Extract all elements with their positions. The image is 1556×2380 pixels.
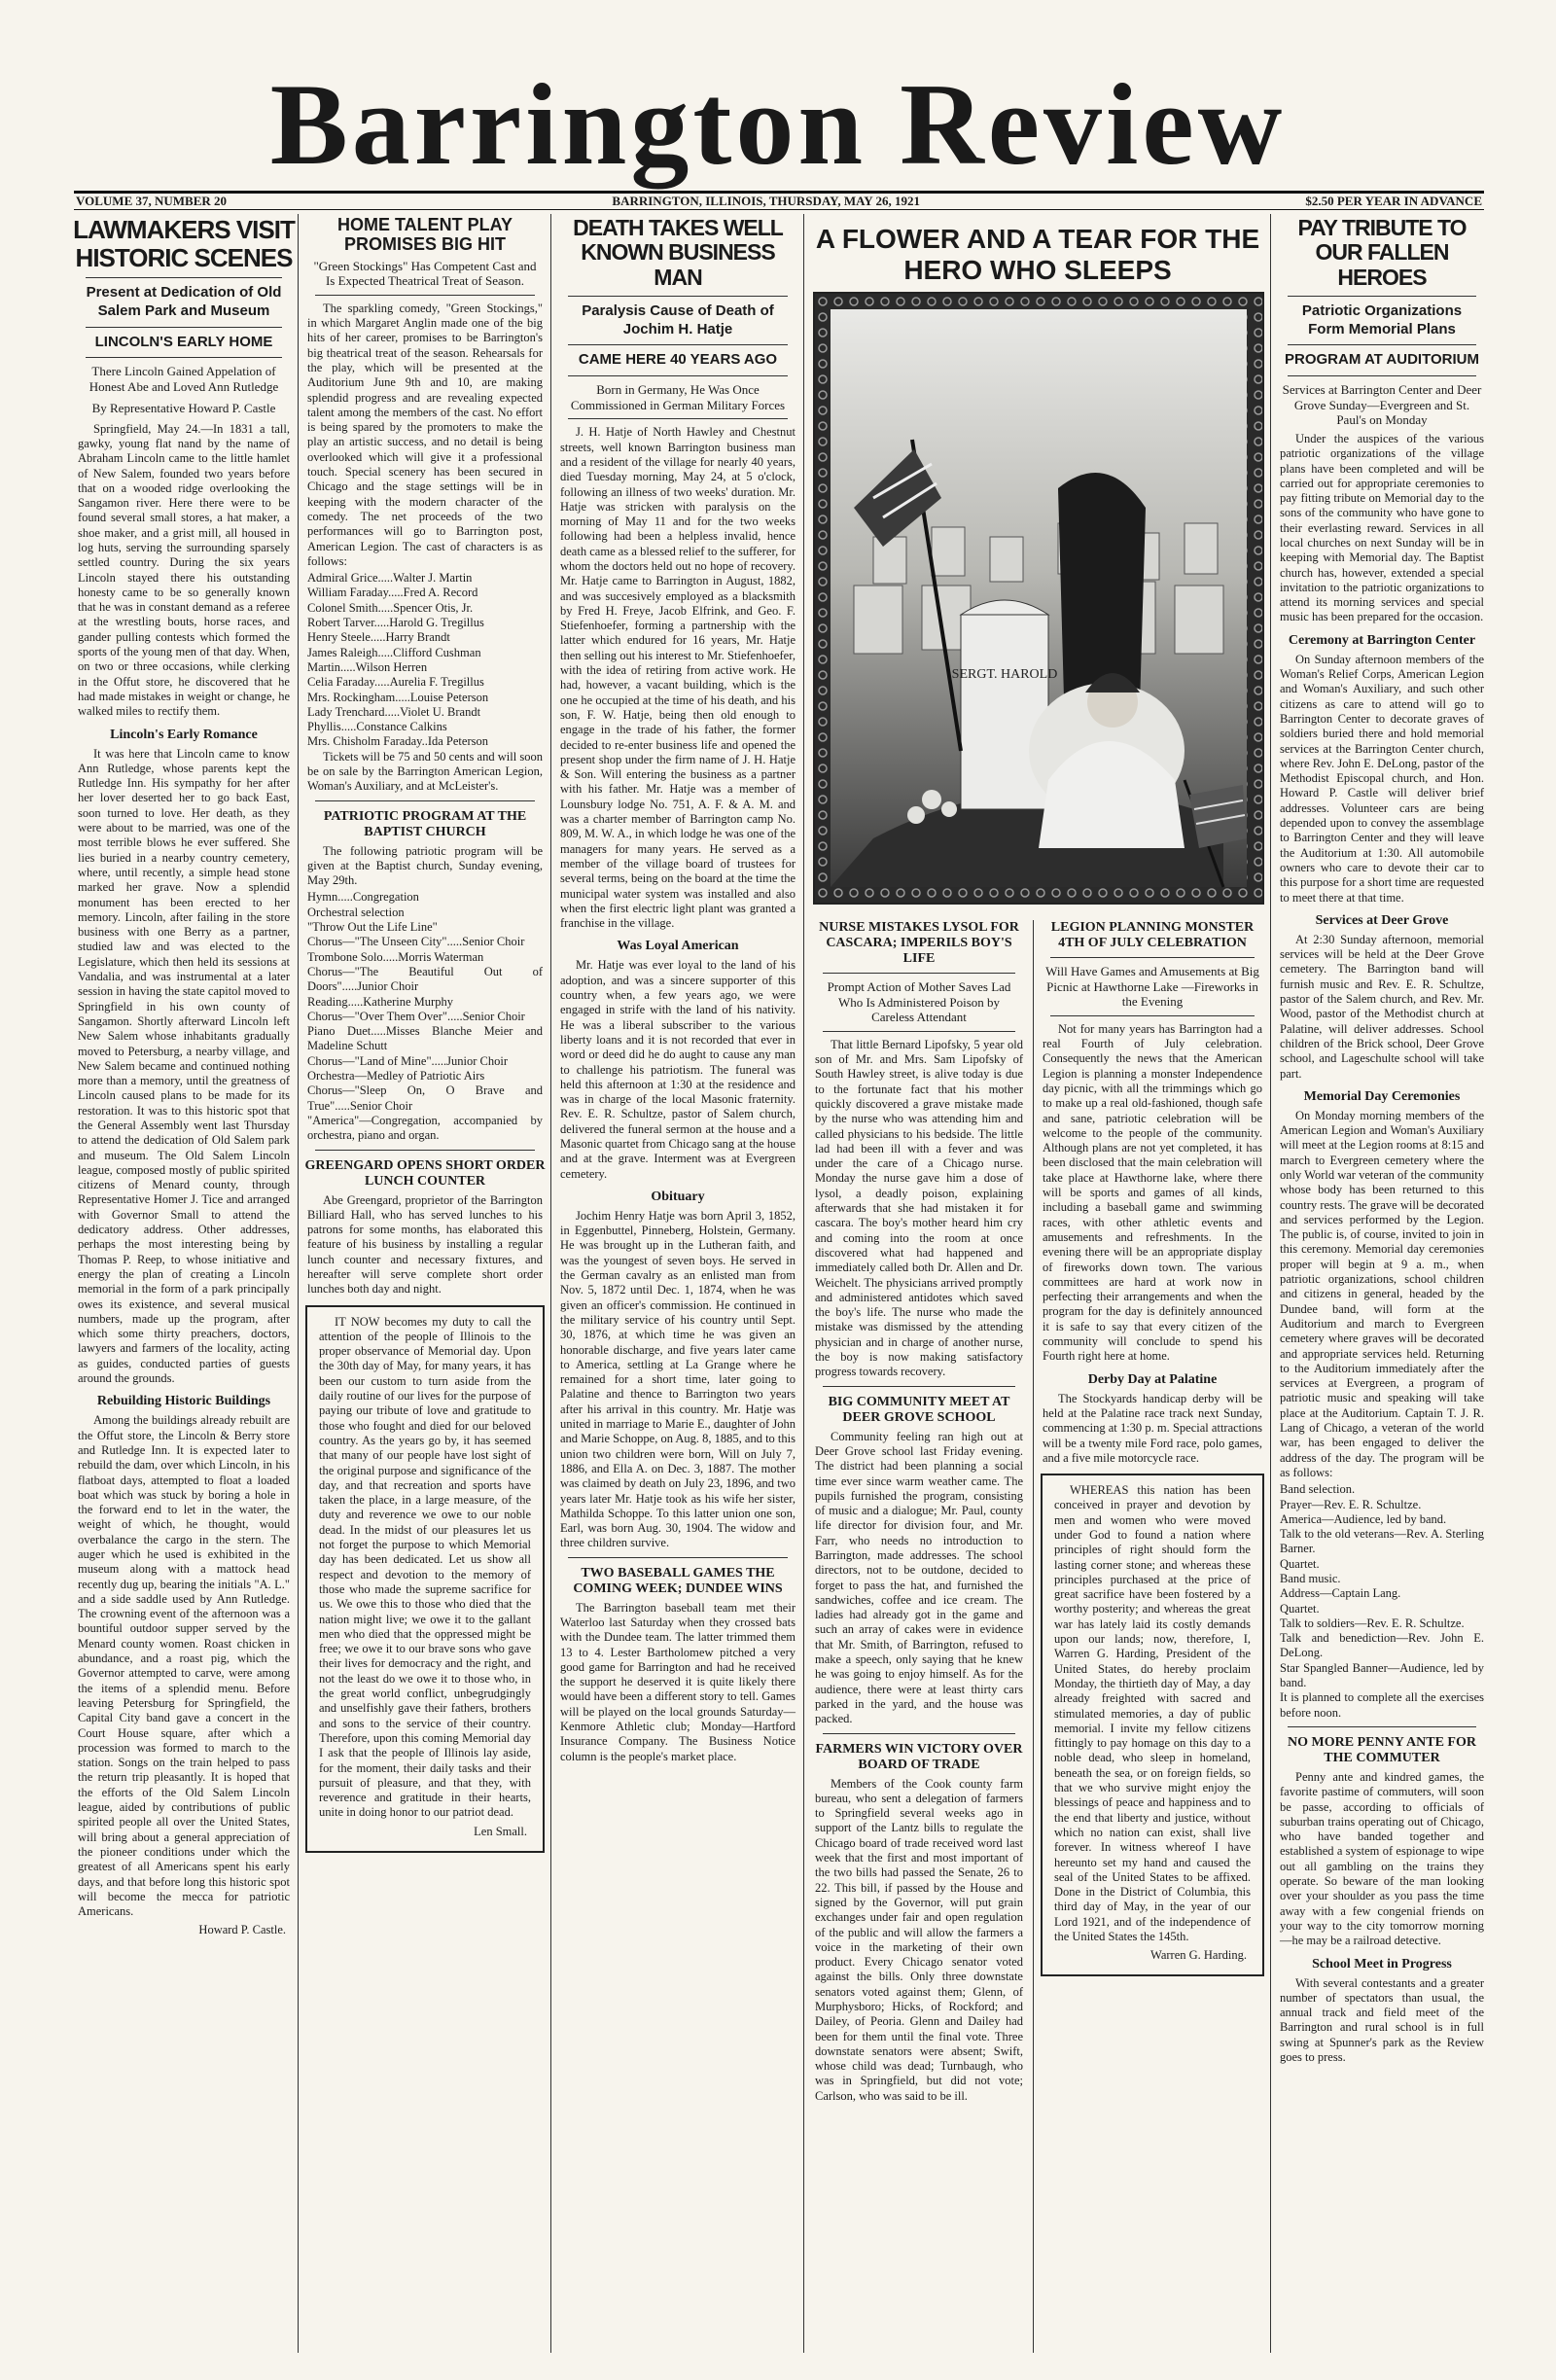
deck: Prompt Action of Mother Saves Lad Who Is Administered Poison by Careless Attendant (827, 979, 1011, 1025)
deck: PROGRAM AT AUDITORIUM (1285, 351, 1479, 369)
subhead: Rebuilding Historic Buildings (96, 1394, 271, 1409)
article-fallen-heroes (1274, 212, 1490, 2356)
subhead: Ceremony at Barrington Center (1288, 632, 1476, 648)
subhead: Services at Deer Grove (1315, 912, 1449, 928)
dateline-bar (74, 191, 1484, 210)
cast-line: Henry Steele.....Harry Brandt (307, 630, 450, 645)
subhead: Lincoln's Early Romance (110, 727, 258, 742)
column-rule (550, 214, 551, 2353)
deck: Born in Germany, He Was Once Commissioned in German Military Forces (570, 382, 786, 412)
proclamation-body: WHEREAS this nation has been conceived in prayer and devotion by men and women who were moved under God to found a nation where principles of right should form the lasting corner stone; and whereas these principles purchased at the price of great sacrifice have been fostered by a worthy posterity; and whereas the great war has lately laid its costly demands upon our lands; now, therefore, I, Warren G. Harding, President of the United States, do hereby proclaim Monday, the thirtieth day of May, a day already freighted with sacred and stimulated memories, a day of public memorial. I invite my fellow citizens fittingly to pay homage on this day to a noble dead, who sleep in homeland, beneath the sea, or on foreign fields, so that we who survive might enjoy the blessings of peace and happiness and to the end that liberty and justice, without which no nation can exist, shall live forever. In witness whereof I have hereunto set my hand and caused the seal of the United States to be affixed. Done in the District of Columbia, this third day of May, in the year of our Lord 1921, and of the independence of the United States the 145th. (1054, 1483, 1251, 1943)
divider (568, 375, 788, 376)
article-body: Penny ante and kindred games, the favorite pastime of commuters, will soon be passe, according to officials of suburban trains operating out of Chicago, who have banded together and established a system of espionage to wipe out all gambling on the trains they operate. So beware of the man looking over your shoulder as you pass the time away with a few congenial friends on your way to the city tomorrow morning—he may be a railroad detective. (1280, 1769, 1484, 1948)
cast-line: Lady Trenchard.....Violet U. Brandt (307, 704, 481, 719)
divider (315, 295, 535, 296)
deck: CAME HERE 40 YEARS AGO (578, 351, 778, 369)
program-line: Hymn.....Congregation (307, 890, 419, 905)
deck: Will Have Games and Amusements at Big Picnic at Hawthorne Lake —Fireworks in the Evening (1045, 964, 1259, 1010)
headline: GREENGARD OPENS SHORT ORDER LUNCH COUNTER (304, 1157, 546, 1189)
program-line: Orchestral selection (307, 905, 405, 919)
article-legion-july-4 (1037, 920, 1268, 2356)
article-body: With several contestants and a greater number of spectators than usual, the annual track and field meet of the Barrington and rural school is in full swing at Spunner's park as the Review goes to press. (1280, 1975, 1484, 2065)
divider (568, 296, 788, 297)
cast-list (307, 571, 543, 750)
headline: HOME TALENT PLAY PROMISES BIG HIT (336, 215, 513, 254)
subscription-price: $2.50 PER YEAR IN ADVANCE (1305, 194, 1482, 208)
column-rule (1033, 920, 1034, 2353)
column-rule (298, 214, 299, 2353)
divider (823, 973, 1015, 974)
subhead: Obituary (651, 1189, 705, 1204)
article-body: Abe Greengard, proprietor of the Barrington Billiard Hall, who has served lunches to his patrons for some months, has elaborated this feature of his business by installing a regular lunch counter and necessary fixtures, and hereafter will serve complete short order lunches both day and night. (307, 1192, 543, 1297)
program-line: Prayer—Rev. E. R. Schultze. (1280, 1497, 1422, 1511)
presidential-proclamation-box (1041, 1474, 1264, 1976)
program-line: Quartet. (1280, 1556, 1320, 1571)
program-line: Chorus—"Over Them Over".....Senior Choir (307, 1009, 525, 1023)
headline: LAWMAKERS VISIT HISTORIC SCENES (73, 215, 295, 272)
cast-line: Mrs. Chisholm Faraday..Ida Peterson (307, 734, 488, 749)
article-body: Members of the Cook county farm bureau, who sent a delegation of farmers to Springfield several weeks ago in support of the Lantz bills to regulate the Chicago board of trade received word last week that the first and most important of the two bills had passed the Senate, 26 to 22. This bill, if passed by the House and signed by the Governor, will put grain exchanges under fair and open regulation of the public and will allow the farmers a voice in the marketing of their own product. Every Chicago senator voted against the bills. Only three downstate senators voted against them; Glenn, of Murphysboro; Hicks, of Rockford; and Dailey, of Peoria. Glenn and Dailey had been for them until the final vote. Three downstate senators were absent; Swift, whose child was dead; Turnbaugh, who was in Springfield, but did not vote; Carlson, who was said to be ill. (815, 1776, 1023, 2103)
column-rule (803, 214, 804, 2353)
headline: PATRIOTIC PROGRAM AT THE BAPTIST CHURCH (323, 808, 527, 839)
cast-line: Robert Tarver.....Harold G. Tregillus (307, 616, 484, 630)
cast-line: Martin.....Wilson Herren (307, 659, 428, 674)
program-line: Reading.....Katherine Murphy (307, 994, 453, 1009)
headline: BIG COMMUNITY MEET AT DEER GROVE SCHOOL (828, 1394, 1010, 1425)
article-body: That little Bernard Lipofsky, 5 year old son of Mr. and Mrs. Sam Lipofsky of South Hawley street, is alive today is due to the fortunate fact that his mother quickly discovered a grave mistake made by the nurse who was attending him and called physicians to his bedside. The little lad had been ill with a fever and was under the care of a Chicago nurse. Monday the nurse gave him a dose of lysol, a deadly poison, explaining afterwards that she had mistaken it for cascara. The boy's mother heard him cry and coming into the room at once discovered what had happened and immediately called both Dr. Allen and Dr. Weichelt. The physicians arrived promptly and administered antidotes which saved the boy's life. The nurse who made the mistake was dismissed by the attending physician and in charge of another nurse, the boy is now making satisfactory progress towards recovery. (815, 1037, 1023, 1379)
program-line: "America"—Congregation, accompanied by orchestra, piano and organ. (307, 1113, 543, 1143)
divider (86, 327, 282, 328)
deck: Paralysis Cause of Death of Jochim H. Hatje (582, 302, 774, 337)
program-line: Chorus—"The Unseen City".....Senior Choir (307, 935, 525, 949)
divider (568, 344, 788, 345)
divider (568, 1557, 788, 1558)
deck: There Lincoln Gained Appelation of Honest Abe and Loved Ann Rutledge (88, 364, 279, 395)
divider (823, 1031, 1015, 1032)
divider (1050, 957, 1255, 958)
deck: Services at Barrington Center and Deer Grove Sunday—Evergreen and St. Paul's on Monday (1282, 382, 1482, 428)
divider (823, 1386, 1015, 1387)
program-line: America—Audience, led by band. (1280, 1511, 1447, 1526)
program-line: Chorus—"Sleep On, O Brave and True".....Senior Choir (307, 1083, 543, 1113)
subhead: School Meet in Progress (1312, 1956, 1452, 1971)
headline: PAY TRIBUTE TO OUR FALLEN HEROES (1297, 215, 1467, 290)
article-body: Not for many years has Barrington had a real Fourth of July celebration. Consequently the news that the American Legion is planning a monster Independence day picnic, with all the trimmings which go to make up a real old-fashioned, though safe and sane, patriotic celebration will be welcome to the people of the community. Although plans are not yet completed, it has been disclosed that the main celebration will take place at Hawthorne lake, where there will be sports and games of all kinds, including a baseball game and swimming races, with other athletic events and amusements and refreshments. In the evening there will be an appropriate display of fireworks down town. The various committees are hard at work now in perfecting their arrangements and when the program for the day is definitely announced it is safe to say that every citizen of the community will conclude to spend his Fourth right here at home. (1043, 1021, 1262, 1364)
article-body: The Barrington baseball team met their Waterloo last Saturday when they crossed bats with the Dundee team. The latter trimmed them 13 to 4. Lester Bartholomew pitched a very good game for Barrington and had he received the support he deserved it is quite likely there would have been a different story to tell. Games will be played on the local grounds Saturday—Kenmore Athletic club; Monday—Hartford Insurance Company. The Business Notice column is the people's market place. (560, 1600, 796, 1763)
article-body: The sparkling comedy, "Green Stockings," in which Margaret Anglin made one of the big hits of her career, promises to be Barrington's big theatrical treat of the season. Rehearsals for the play, which will be presented at the Auditorium June 9th and 10, are making splendid progress and are revealing expected talent among the members of the cast. No effort is being spared by the promoters to make the play an artistic success, and no detail is being overlooked which will give it a professional touch. Special scenery has been secured in Chicago and the stage settings will be in keeping with the modern character of the comedy. The net proceeds of the two performances will go to Barrington post, American Legion. The cast of characters is as follows: (307, 301, 543, 568)
headline: DEATH TAKES WELL KNOWN BUSINESS MAN (573, 215, 783, 290)
divider (86, 277, 282, 278)
program-list (307, 890, 543, 1143)
byline: By Representative Howard P. Castle (91, 400, 276, 415)
proclamation-body: IT NOW becomes my duty to call the attention of the people of Illinois to the proper observance of Memorial day. Upon the 30th day of May, for many years, it has been our custom to turn aside from the daily routine of our lives for the purpose of paying our tribute of love and gratitude to those who fought and died for our beloved country. As the years go by, it has seemed that many of our people have lost sight of the original purpose and significance of the day, and that recreation and sports have taken the place, in a large measure, of the duty and reverence we owe to our noble dead. In the midst of our pleasures let us not forget the purpose to which Memorial day has been dedicated. Let us show all respect and devotion to the memory of those who made the supreme sacrifice for us. We owe this to those who died that the nation might live; we owe it to the gallant men who died that the oppressed might be free; we owe it to our brave sons who gave their lives for democracy and the right, and not the least do we owe it to those who, in the great world conflict, unbegrudgingly and unselfishly gave their fathers, brothers and sons to the service of their country. Therefore, upon this coming Memorial day I ask that the people of Illinois lay aside, for the moment, their daily tasks and their pursuit of pleasure, and that they, with reverence and gratitude in their hearts, unite in doing honor to our patriot dead. (319, 1314, 531, 1820)
headline: FARMERS WIN VICTORY OVER BOARD OF TRADE (815, 1741, 1023, 1772)
article-body: Community feeling ran high out at Deer Grove school last Friday evening. The district had been planning a social time ever since warm weather came. The pupils furnished the program, consisting of music and a dialogue; Mr. Paul, county life director for division four, and Mr. Farr, who needs no introduction to Barrington, made addresses. The school directors, not to be outdone, decided to forget to pass the hat, and furnished the sandwiches, coffee and ice cream. The ladies had already got in the game and such an array of cakes were in evidence that Mr. Smith, of Barrington, refused to make a speech, only saying that he knew he was going to enjoy himself. As for the audience, there were at least thirty cars parked in the yard, and the house was packed. (815, 1429, 1023, 1726)
divider (1288, 296, 1476, 297)
article-body: Among the buildings already rebuilt are the Offut store, the Lincoln & Berry store and Rutledge Inn. It is expected later to rebuild the dam, over which Lincoln, in his flatboat days, attempted to float a loaded boat which was stuck by boring a hole in the forward end to let in the water, the weight of which, he thought, would overbalance the cargo in the stern. The auger which he used is exhibited in the museum along with a mattock head recently dug up, bearing the initials "A. L." and a side saddle used by Ann Rutledge. The crowning event of the afternoon was a bountiful outdoor supper served by the Menard county women. Roast chicken in abundance, and a roast pig, which the Governor attempted to carve, were among the items of a splendid menu. Before leaving Petersburg for Springfield, the Capital City band gave a concert in the Court House square, after which a procession was formed to march to the station. Songs on the train helped to pass the return trip pleasantly. It is hoped that the efforts of the Old Salem Lincoln league, aided by contributions of public spirited people all over the United States, will bring about a general appreciation of the pioneer conditions under which the greatest of all Americans spent his early days, and that before long this historic spot will become the mecca for patriotic Americans. (78, 1413, 290, 1919)
headline: TWO BASEBALL GAMES THE COMING WEEK; DUNDEE WINS (573, 1565, 783, 1596)
program-line: Talk and benediction—Rev. John E. DeLong. (1280, 1631, 1484, 1660)
headline: NO MORE PENNY ANTE FOR THE COMMUTER (1288, 1734, 1476, 1765)
divider (1288, 1726, 1476, 1727)
article-body: Jochim Henry Hatje was born April 3, 1852, in Eggenbuttel, Pinneberg, Holstein, Germany. He was brought up in the Lutheran faith, and was the youngest of seven boys. He served in the German cavalry as an enlisted man from Nov. 5, 1872 until Dec. 1, 1874, when he was given an officer's commission. He continued in the military service of his country until Sept. 30, 1876, at which time he was given an honorable discharge, and five years later came to America, settling at La Grange where he remained for a short time, later going to Palatine and thence to Barrington two years after his arrival in this country. Mr. Hatje was united in marriage to Marie E., daughter of John and Marie Schoppe, on Aug. 8, 1885, and to this union two children were born, Will on July 7, 1886, and Ella A. on Dec. 3, 1887. The mother was claimed by death on July 23, 1896, and two years later Mr. Hatje took as his wife her sister, Mathilda Schoppe. To this latter union one son, Earl, was born Aug. 30, 1904. The widow and three children survive. (560, 1208, 796, 1550)
article-body: On Sunday afternoon members of the Woman's Relief Corps, American Legion and Woman's Auxiliary, and such other citizens as care to attend will go to Barrington Center to decorate graves of soldiers buried there and hold memorial services at the Barrington Center church, where Rev. John E. DeLong, pastor of the Methodist Episcopal church, and Hon. Howard P. Castle will deliver brief addresses. Volunteer cars are being depended upon to convey the assemblage to Barrington Center and they will leave the Auditorium at 1:30. All automobile owners who care to devote their car to this purpose for a short time are requested to meet there at that time. (1280, 652, 1485, 905)
subhead: Was Loyal American (617, 939, 739, 954)
memorial-photo (813, 292, 1264, 905)
program-line: Chorus—"The Beautiful Out of Doors".....Junior Choir (307, 964, 543, 994)
subhead: Memorial Day Ceremonies (1303, 1088, 1461, 1104)
cast-line: Mrs. Rockingham.....Louise Peterson (307, 690, 489, 704)
program-list (1280, 1482, 1484, 1721)
deck: LINCOLN'S EARLY HOME (94, 333, 273, 350)
article-body: The following patriotic program will be given at the Baptist church, Sunday evening, May 29th. (307, 843, 543, 888)
article-body: On Monday morning members of the American Legion and Woman's Auxiliary will meet at the Legion rooms at 8:15 and march to Evergreen cemetery where the only World war veteran of the community whose body has been returned to this country rests. The grave will be decorated and services performed by the Legion. The public is, of course, invited to join in this ceremony. Memorial day ceremonies proper will begin at 9 a. m., when patriotic organizations, school children and citizens in general, headed by the Dundee band, will form at the Auditorium and march to Evergreen cemetery where graves will be decorated and appropriate services held. Returning to the Auditorium immediately after the services at Evergreen, a program of patriotic music and speaking will take place at the Auditorium. Captain T. J. R. Lang of Chicago, a veteran of the world war, has been engaged to deliver the address of the day. The program will be as follows: (1280, 1108, 1484, 1479)
feature-headline: A FLOWER AND A TEAR FOR THE HERO WHO SLEEPS (815, 224, 1260, 285)
deck: Patriotic Organizations Form Memorial Plans (1301, 302, 1463, 337)
cast-line: James Raleigh.....Clifford Cushman (307, 645, 481, 659)
masthead-title: Barrington Review (269, 59, 1287, 189)
program-line: Chorus—"Land of Mine".....Junior Choir (307, 1053, 509, 1068)
issue-date: BARRINGTON, ILLINOIS, THURSDAY, MAY 26, 1921 (612, 194, 920, 208)
article-body: It was here that Lincoln came to know Ann Rutledge, whose parents kept the Rutledge Inn. His sympathy for her after her lover deserted her to go back East, soon turned to love. Her death, as they were about to be married, was one of the most terrible blows he ever suffered. She lies buried in a nearby country cemetery, where, until recently, a simple head stone marked her grave. Now a splendid monument has been erected to her memory. Lincoln, after failing in the store business with one Berry as a partner, studied law and was elected to the Legislature, which then held its sessions at Vandalia, and was instrumental at a later session in having the state capitol moved to Springfield in his own county of Sangamon. Shortly afterward Lincoln left New Salem whose inhabitants gradually moved to Petersburg, a nearby village, and New Salem became and continued nothing more than a memory, until the greatness of Lincoln caused plans to be made for its restoration. It was to this historic spot that the General Assembly went last Thursday to attend the dedication of Old Salem park and museum. The Old Salem Lincoln league, composed mostly of public spirited citizens of Menard county, through Representative Homer J. Tice and arranged with Governor Small to attend the dedicatory address. Other addresses, perhaps the most interesting being by Thomas P. Reep, to whose initiative and energy the plan of creating a Lincoln memorial in the form of a park principally owes its existence, and several musical numbers, made up the program, after which some thirty preachers, doctors, lawyers and farmers of the locality, acting as guides, conducted parties of guests around the grounds. (78, 746, 290, 1386)
cast-line: Colonel Smith.....Spencer Otis, Jr. (307, 600, 474, 615)
memorial-photo-illustration (815, 294, 1262, 903)
article-body: J. H. Hatje of North Hawley and Chestnut streets, well known Barrington business man and a resident of the village for nearly 40 years, died Tuesday morning, May 24, at 5 o'clock, following an illness of two weeks' duration. Mr. Hatje was stricken with paralysis on the morning of May 11 and for the two weeks following had been a helpless invalid, hence death came as a blessed relief to the sufferer, for whom the doctors held out no hope of recovery. Mr. Hatje came to Barrington in August, 1882, and was succesively employed as a blacksmith by Fred H. Freye, Jacob Elfrink, and Geo. F. Stiefenhoefer, forming a partnership with the latter which endured for 16 years, Mr. Hatje then selling out his interest to Mr. Stiefenhoefer, with the idea of retiring from active work. He had, however, a vacant building, which is the one he occupied at the time of his death, and his son, F. W. Hatje, being then old enough to engage in the trade of his father, the former decided to re-enter business life and opened the present shop under the firm name of J. H. Hatje & Son. Will entering the business as a partner with his father. Mr. Hatje was a member of Lounsbury lodge No. 751, A. F. & A. M. and was a charter member of Barrington camp No. 809, M. W. A., in which lodge he was one of the managers for many years. He served as a member of the village board of trustees for several terms, being on the board at the time the municipal water system was installed and also when the first electric light plant was granted a franchise in the village. (560, 425, 796, 931)
divider (315, 800, 535, 801)
program-line: Talk to the old veterans—Rev. A. Sterling Barner. (1280, 1527, 1484, 1556)
governor-proclamation-box (305, 1305, 545, 1853)
article-hatje-death (554, 212, 801, 2356)
program-line: "Throw Out the Life Line" (307, 920, 438, 935)
column-rule (1270, 214, 1271, 2353)
article-home-talent-play (301, 212, 548, 2356)
program-line: Address—Captain Lang. (1280, 1586, 1401, 1601)
headline: NURSE MISTAKES LYSOL FOR CASCARA; IMPERILS BOY'S LIFE (819, 920, 1019, 966)
cast-line: William Faraday.....Fred A. Record (307, 586, 478, 600)
program-line: Band music. (1280, 1572, 1341, 1585)
article-body: At 2:30 Sunday afternoon, memorial services will be held at the Deer Grove cemetery. The Barrington band will furnish music and Rev. E. R. Schultze, pastor of the Salem church, and Rev. Mr. Wood, pastor of the Methodist church at Palatine, will deliver addresses. School children of the Brick school, Deer Grove school, and Lageschulte school will take part. (1280, 932, 1484, 1081)
program-line: Trombone Solo.....Morris Waterman (307, 949, 484, 964)
program-line: Orchestra—Medley of Patriotic Airs (307, 1069, 485, 1083)
divider (823, 1733, 1015, 1734)
program-line: Band selection. (1280, 1482, 1356, 1497)
program-line: Quartet. (1280, 1601, 1320, 1616)
signature: Howard P. Castle. (198, 1923, 286, 1937)
divider (568, 418, 788, 419)
program-line: Talk to soldiers—Rev. E. R. Schultze. (1280, 1616, 1465, 1630)
subhead: Derby Day at Palatine (1087, 1371, 1218, 1387)
program-line: Piano Duet.....Misses Blanche Meier and Madeline Schutt (307, 1024, 543, 1053)
article-body: Tickets will be 75 and 50 cents and will soon be on sale by the Barrington American Legion, Woman's Auxiliary, and at McLeister's. (307, 749, 543, 794)
divider (1050, 1015, 1255, 1016)
volume-number: VOLUME 37, NUMBER 20 (76, 194, 228, 208)
divider (1288, 375, 1476, 376)
article-body: Under the auspices of the various patriotic organizations of the village plans have been completed and will be carried out for appropriate ceremonies to pay fitting tribute on Memorial day to the sons of the community who have gone to their everlasting reward. Services in all local churches on next Sunday will be in keeping with Memorial day. The Baptist church has, however, extended a special invitation to the patriotic organizations to attend its morning services and special music has been prepared for the occasion. (1280, 431, 1484, 624)
article-nurse-lysol (809, 920, 1029, 2356)
article-body: Springfield, May 24.—In 1831 a tall, gawky, young flat nand by the name of Abraham Lincoln came to the little hamlet of New Salem, founded two years before that on a wooded ridge overlooking the Sangamon river. Here there were to be found several small stores, a hat maker, a shoe maker, and a grist mill, all housed in log huts, serving the surrounding sparsely settled country. During the six years Lincoln stayed there his outstanding honesty came to be so generally known that he was in constant demand as a referee at the wrestling bouts, horse races, and gander pulling contests which formed the sports of the young men of that day. When, on two or three occasions, while clerking in the Offut store, he discovered that he had made mistakes in weight or change, he walked miles to rectify them. (78, 421, 290, 719)
program-line: Star Spangled Banner—Audience, led by band. (1280, 1660, 1484, 1690)
divider (1288, 344, 1476, 345)
deck: "Green Stockings" Has Competent Cast and Is Expected Theatrical Treat of Season. (313, 258, 537, 289)
signature: Len Small. (474, 1824, 527, 1838)
program-line: It is planned to complete all the exercises before noon. (1280, 1690, 1484, 1720)
divider (86, 357, 282, 358)
headline: LEGION PLANNING MONSTER 4TH OF JULY CELEBRATION (1050, 920, 1255, 950)
cast-line: Celia Faraday.....Aurelia F. Tregillus (307, 675, 484, 690)
article-lawmakers (72, 212, 296, 2356)
article-body: The Stockyards handicap derby will be held at the Palatine race track next Sunday, commencing at 1:30 p. m. Special attractions will be a twenty mile Ford race, polo games, and a five mile motorcycle race. (1043, 1391, 1262, 1465)
cast-line: Admiral Grice.....Walter J. Martin (307, 571, 473, 586)
gravestone-inscription: SERGT. HAROLD (951, 667, 1058, 682)
cast-line: Phyllis.....Constance Calkins (307, 720, 447, 734)
article-body: Mr. Hatje was ever loyal to the land of his adoption, and was a sincere supporter of this country when, a few years ago, we were engaged in strife with the land of his nativity. He was a liberal subscriber to the various liberty loans and it is not recorded that ever in word or deed did he do aught to cause any man to challenge his patriotism. The funeral was held this afternoon at 1:30 at the residence and was in charge of the local Masonic fraternity. Rev. E. R. Schultze, pastor of Salem church, delivered the funeral sermon at the house and a Masonic quartet from Chicago sang at the house and at the grave. Interment was at Evergreen cemetery. (560, 958, 796, 1181)
deck: Present at Dedication of Old Salem Park and Museum (86, 284, 282, 319)
signature: Warren G. Harding. (1150, 1948, 1247, 1963)
divider (315, 1150, 535, 1151)
